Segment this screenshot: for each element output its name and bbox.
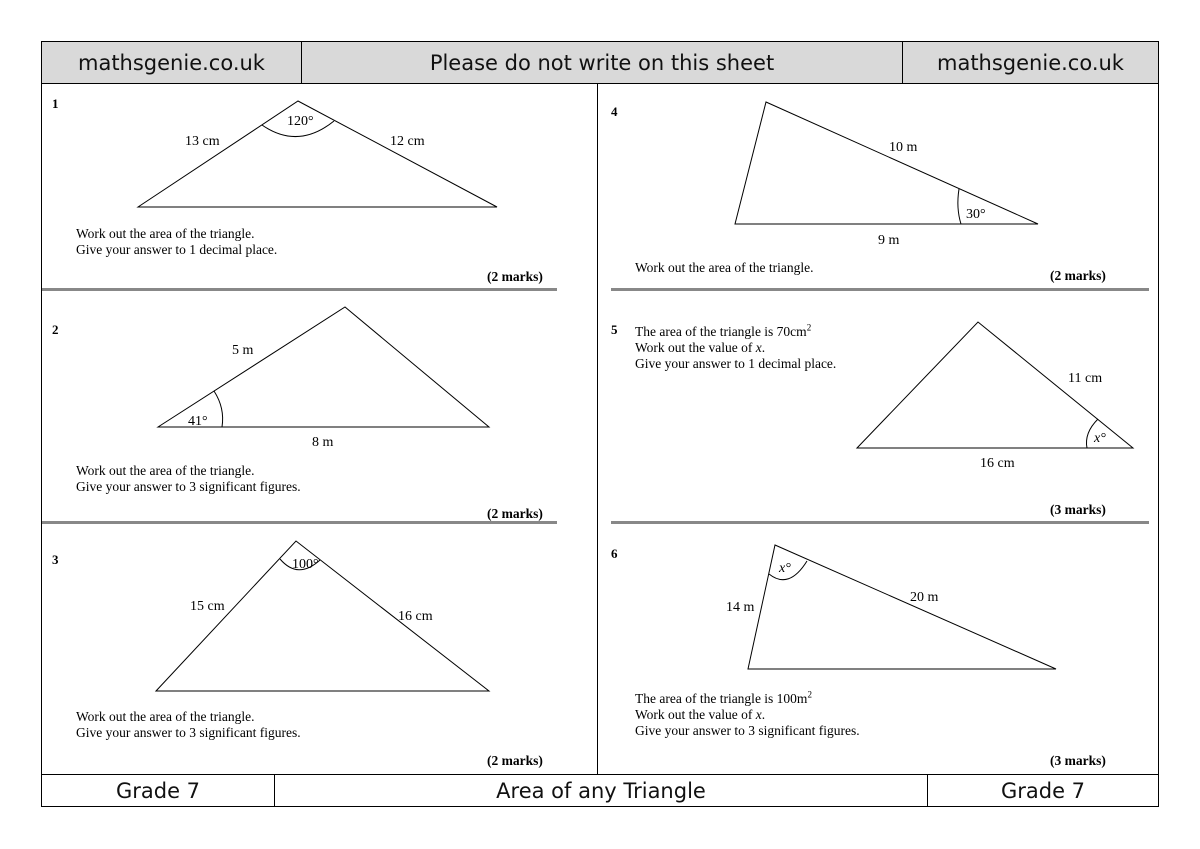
q6-side-b: 20 m xyxy=(910,590,939,605)
question-2-line-2: Give your answer to 3 significant figures. xyxy=(76,479,301,494)
question-number-4: 4 xyxy=(611,104,618,119)
question-5-area-text: The area of the triangle is 70cm xyxy=(635,324,807,339)
q6-side-a: 14 m xyxy=(726,600,755,615)
question-5-line-3: Give your answer to 1 decimal place. xyxy=(635,356,837,371)
q2-angle: 41° xyxy=(188,414,208,429)
squared-sup: 2 xyxy=(807,689,812,700)
question-1-line-2: Give your answer to 1 decimal place. xyxy=(76,242,278,257)
footer-title: Area of any Triangle xyxy=(274,775,927,806)
q3-angle: 100° xyxy=(292,557,319,572)
question-5-line-1 xyxy=(635,324,811,340)
q1-side-b: 12 cm xyxy=(390,134,425,149)
question-3-line-2: Give your answer to 3 significant figures. xyxy=(76,725,301,740)
triangle-3 xyxy=(156,541,489,691)
question-6-line-2 xyxy=(635,707,765,723)
question-1-line-1: Work out the area of the triangle. xyxy=(76,226,255,241)
question-2-marks: (2 marks) xyxy=(487,506,543,521)
question-2-line-1: Work out the area of the triangle. xyxy=(76,463,255,478)
header-notice: Please do not write on this sheet xyxy=(301,42,902,83)
question-number-5: 5 xyxy=(611,322,618,337)
q4-side-b: 9 m xyxy=(878,233,900,248)
q5-side-b: 16 cm xyxy=(980,456,1015,471)
question-6-line-2-prefix: Work out the value of xyxy=(635,707,756,722)
angle-arc-4 xyxy=(958,189,961,224)
question-number-3: 3 xyxy=(52,552,59,567)
question-5-line-2-prefix: Work out the value of xyxy=(635,340,756,355)
q1-angle: 120° xyxy=(287,114,314,129)
footer-grade-left: Grade 7 xyxy=(115,778,201,803)
variable-x: x xyxy=(755,707,762,722)
triangle-6 xyxy=(748,545,1056,669)
triangle-2 xyxy=(158,307,489,427)
question-6-line-1 xyxy=(635,691,812,707)
q4-side-a: 10 m xyxy=(889,140,918,155)
question-6-line-3: Give your answer to 3 significant figures. xyxy=(635,723,860,738)
angle-arc-2 xyxy=(214,391,223,427)
question-number-6: 6 xyxy=(611,546,618,561)
q6-angle: x° xyxy=(779,561,791,576)
question-number-1: 1 xyxy=(52,96,59,111)
question-5-line-2 xyxy=(635,340,765,356)
q1-side-a: 13 cm xyxy=(185,134,220,149)
question-6-area-text: The area of the triangle is 100m xyxy=(635,691,808,706)
question-5-line-2-suffix: . xyxy=(761,340,766,355)
header-site-left: mathsgenie.co.uk xyxy=(78,50,265,75)
triangle-1 xyxy=(138,101,497,207)
header-site-right: mathsgenie.co.uk xyxy=(902,42,1158,83)
question-number-2: 2 xyxy=(52,322,59,337)
question-4-marks: (2 marks) xyxy=(1050,268,1106,283)
question-3-marks: (2 marks) xyxy=(487,753,543,768)
question-6-marks: (3 marks) xyxy=(1050,753,1106,768)
question-5-marks: (3 marks) xyxy=(1050,502,1106,517)
q4-angle: 30° xyxy=(966,207,986,222)
q2-side-b: 8 m xyxy=(312,435,334,450)
question-4-line-1: Work out the area of the triangle. xyxy=(635,260,814,275)
triangle-4 xyxy=(735,102,1038,224)
q2-side-a: 5 m xyxy=(232,343,254,358)
question-6-line-2-suffix: . xyxy=(761,707,766,722)
variable-x: x xyxy=(755,340,762,355)
question-1-marks: (2 marks) xyxy=(487,269,543,284)
q5-angle: x° xyxy=(1094,431,1106,446)
q3-side-a: 15 cm xyxy=(190,599,225,614)
q3-side-b: 16 cm xyxy=(398,609,433,624)
q5-side-a: 11 cm xyxy=(1068,371,1103,386)
squared-sup: 2 xyxy=(806,322,812,333)
footer-grade-right: Grade 7 xyxy=(927,775,1158,806)
question-3-line-1: Work out the area of the triangle. xyxy=(76,709,255,724)
